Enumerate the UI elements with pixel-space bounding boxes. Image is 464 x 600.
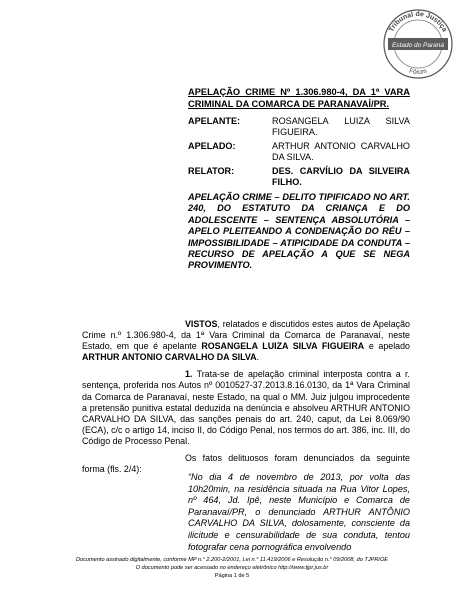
seal-bottom-text: Fórum (408, 67, 428, 77)
party-row-appellant (188, 116, 410, 139)
paragraph-number: 1. (185, 369, 193, 380)
footer-signature-note: Documento assinado digitalmente, conforme MP n.° 2.200-2/2001, Lei n.° 11.419/2006 e Resolução n.° 09/2008, do TJPR/OE (75, 557, 389, 563)
ementa-summary: APELAÇÃO CRIME – DELITO TIPIFICADO NO ART. 240, DO ESTATUTO DA CRIANÇA E DO ADOLESCENTE – SENTENÇA ABSOLUTÓRIA – APELO PLEITEANDO A CONDENAÇÃO DO RÉU – IMPOSSIBILIDADE – ATIPICIDADE DA CONDUTA – RECURSO DE APELAÇÃO A QUE SE NEGA PROVIMENTO. (188, 192, 410, 271)
parties-block (188, 116, 410, 190)
appellant-name: ROSANGELA LUIZA SILVA FIGUEIRA (201, 341, 365, 352)
court-seal-stamp (378, 4, 458, 84)
p1-text1: , relatados e discutidos estes autos de Apelação Crime n.º 1.306.980-4, da 1ª Vara Criminal da Comarca de Paranavaí, neste Estado, em que é apelante (82, 319, 410, 352)
party-row-appellee (188, 141, 410, 164)
seal-middle-text: Estado do Paraná (391, 42, 445, 49)
party-value: ARTHUR ANTONIO CARVALHO DA SILVA. (272, 140, 410, 163)
case-title: APELAÇÃO CRIME Nº 1.306.980-4, DA 1ª VARA CRIMINAL DA COMARCA DE PARANAVAÍ/PR. (188, 87, 410, 109)
svg-text:Fórum (408, 68, 427, 76)
p1-text2: e apelado (364, 341, 410, 352)
party-label: RELATOR: (188, 165, 235, 176)
p2-text: Trata-se de apelação criminal interposta contra a r. sentença, proferida nos Autos nº 0010527-37.2013.8.16.0130, da 1ª Vara Criminal da Comarca de Paranavaí, neste Estado, na qual o MM. Juiz julgou improcedente a pretensão punitiva estatal deduzida na denúncia e absolveu ARTHUR ANTONIO CARVALHO DA SILVA, das sanções penais do art. 240, caput, da Lei 8.069/90 (ECA), c/c o artigo 14, inciso II, do Código Penal, nos termos do art. 386, inc. III, do Código de Processo Penal. (82, 369, 410, 446)
p1-text3: . (256, 352, 260, 363)
paragraph-1 (82, 369, 410, 447)
appellee-name: ARTHUR ANTONIO CARVALHO DA SILVA (82, 352, 257, 363)
party-label: APELANTE: (188, 116, 241, 126)
denuncia-quote: “No dia 4 de novembro de 2013, por volta das 10h20min, na residência situada na Rua Vitor Lopes, nº 464, Jd. Ipê, neste Município e Comarca de Paranavaí/PR, o denunciado ARTHUR ANTÔNIO CARVALHO DA SILVA, dolosamente, consciente da ilicitude e censurabilidade de sua conduta, tentou fotografar cena pornográfica envolvendo (188, 472, 410, 552)
seal-top-text: Tribunal de Justiça (388, 10, 448, 34)
party-value: DES. CARVÍLIO DA SILVEIRA FILHO. (272, 165, 410, 188)
paragraph-vistos (82, 319, 410, 363)
party-label: APELADO: (188, 140, 236, 151)
paragraph-facts-intro: Os fatos delituosos foram denunciados da seguinte forma (fls. 2/4): (82, 453, 410, 475)
party-value: ROSANGELA LUIZA SILVA FIGUEIRA. (272, 116, 410, 138)
body-text (82, 319, 410, 481)
svg-text:Tribunal de Justiça (388, 11, 448, 33)
vistos-lead: VISTOS (185, 319, 218, 329)
footer-access-note: O documento pode ser acessado no endereço eletrônico http://www.tjpr.jus.br (135, 564, 329, 571)
page-footer (20, 557, 444, 580)
party-row-relator (188, 166, 410, 189)
page-number: Página 1 de 5 (214, 572, 250, 579)
